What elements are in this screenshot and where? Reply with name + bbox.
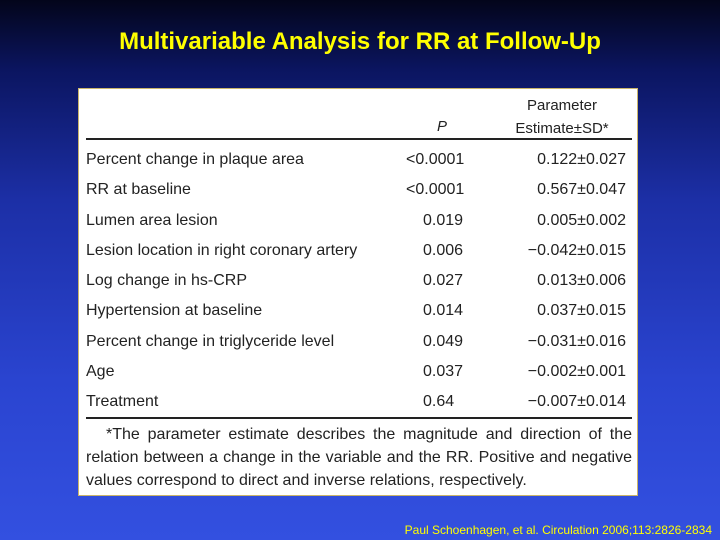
table-row	[86, 205, 632, 235]
table-row	[86, 144, 632, 174]
table-footnote	[86, 423, 632, 492]
p-value-cell: 0.037	[423, 363, 464, 381]
table-row	[86, 265, 632, 295]
variable-cell: Age	[86, 363, 115, 381]
p-value-cell: <0.0001	[406, 181, 465, 199]
estimate-cell: −0.042±0.015	[527, 241, 626, 259]
citation: Paul Schoenhagen, et al. Circulation 2006;113:2826-2834	[404, 523, 712, 537]
p-value-cell: <0.0001	[406, 151, 465, 168]
variable-cell: Treatment	[86, 393, 159, 411]
estimate-cell: 0.122±0.027	[537, 151, 626, 168]
estimate-cell: 0.567±0.047	[537, 181, 626, 199]
p-value-cell: 0.049	[423, 332, 464, 350]
header-parameter-estimate	[502, 94, 622, 140]
p-value-cell: 0.014	[423, 302, 464, 320]
variable-cell: Hypertension at baseline	[86, 302, 263, 320]
variable-cell: Percent change in triglyceride level	[86, 332, 335, 350]
estimate-cell: 0.013±0.006	[537, 272, 626, 290]
estimate-cell: −0.002±0.001	[527, 363, 626, 381]
table-row	[86, 356, 632, 386]
header-p-value: P	[436, 118, 447, 135]
p-value-cell: 0.019	[423, 211, 464, 229]
p-value-cell: 0.64	[423, 393, 455, 411]
results-table	[86, 93, 632, 419]
variable-cell: Log change in hs-CRP	[86, 272, 247, 290]
p-value-cell: 0.027	[423, 272, 464, 290]
table-row	[86, 386, 632, 416]
table-row	[86, 174, 632, 204]
slide-title: Multivariable Analysis for RR at Follow-Up	[119, 28, 601, 55]
variable-cell: Lumen area lesion	[86, 211, 218, 229]
results-table-panel	[78, 88, 638, 496]
estimate-cell: −0.031±0.016	[527, 332, 626, 350]
table-row	[86, 235, 632, 265]
variable-cell: Lesion location in right coronary artery	[86, 241, 358, 259]
table-bottom-rule	[86, 417, 632, 419]
variable-cell: RR at baseline	[86, 181, 191, 199]
estimate-cell: 0.037±0.015	[537, 302, 626, 320]
estimate-cell: −0.007±0.014	[527, 393, 626, 411]
header-estimate-line2: Estimate±SD*	[515, 120, 609, 137]
variable-cell: Percent change in plaque area	[86, 151, 304, 168]
table-row	[86, 326, 632, 356]
estimate-cell: 0.005±0.002	[537, 211, 626, 229]
table-row	[86, 295, 632, 325]
p-value-cell: 0.006	[423, 241, 464, 259]
table-body	[86, 144, 632, 417]
table-header	[86, 93, 632, 140]
header-estimate-line1: Parameter	[526, 97, 598, 114]
footnote-text: *The parameter estimate describes the magnitude and direction of the relation between a change in the variable and the RR. Positive and negative values correspond to direct and inverse relations, respectively.	[86, 426, 632, 489]
